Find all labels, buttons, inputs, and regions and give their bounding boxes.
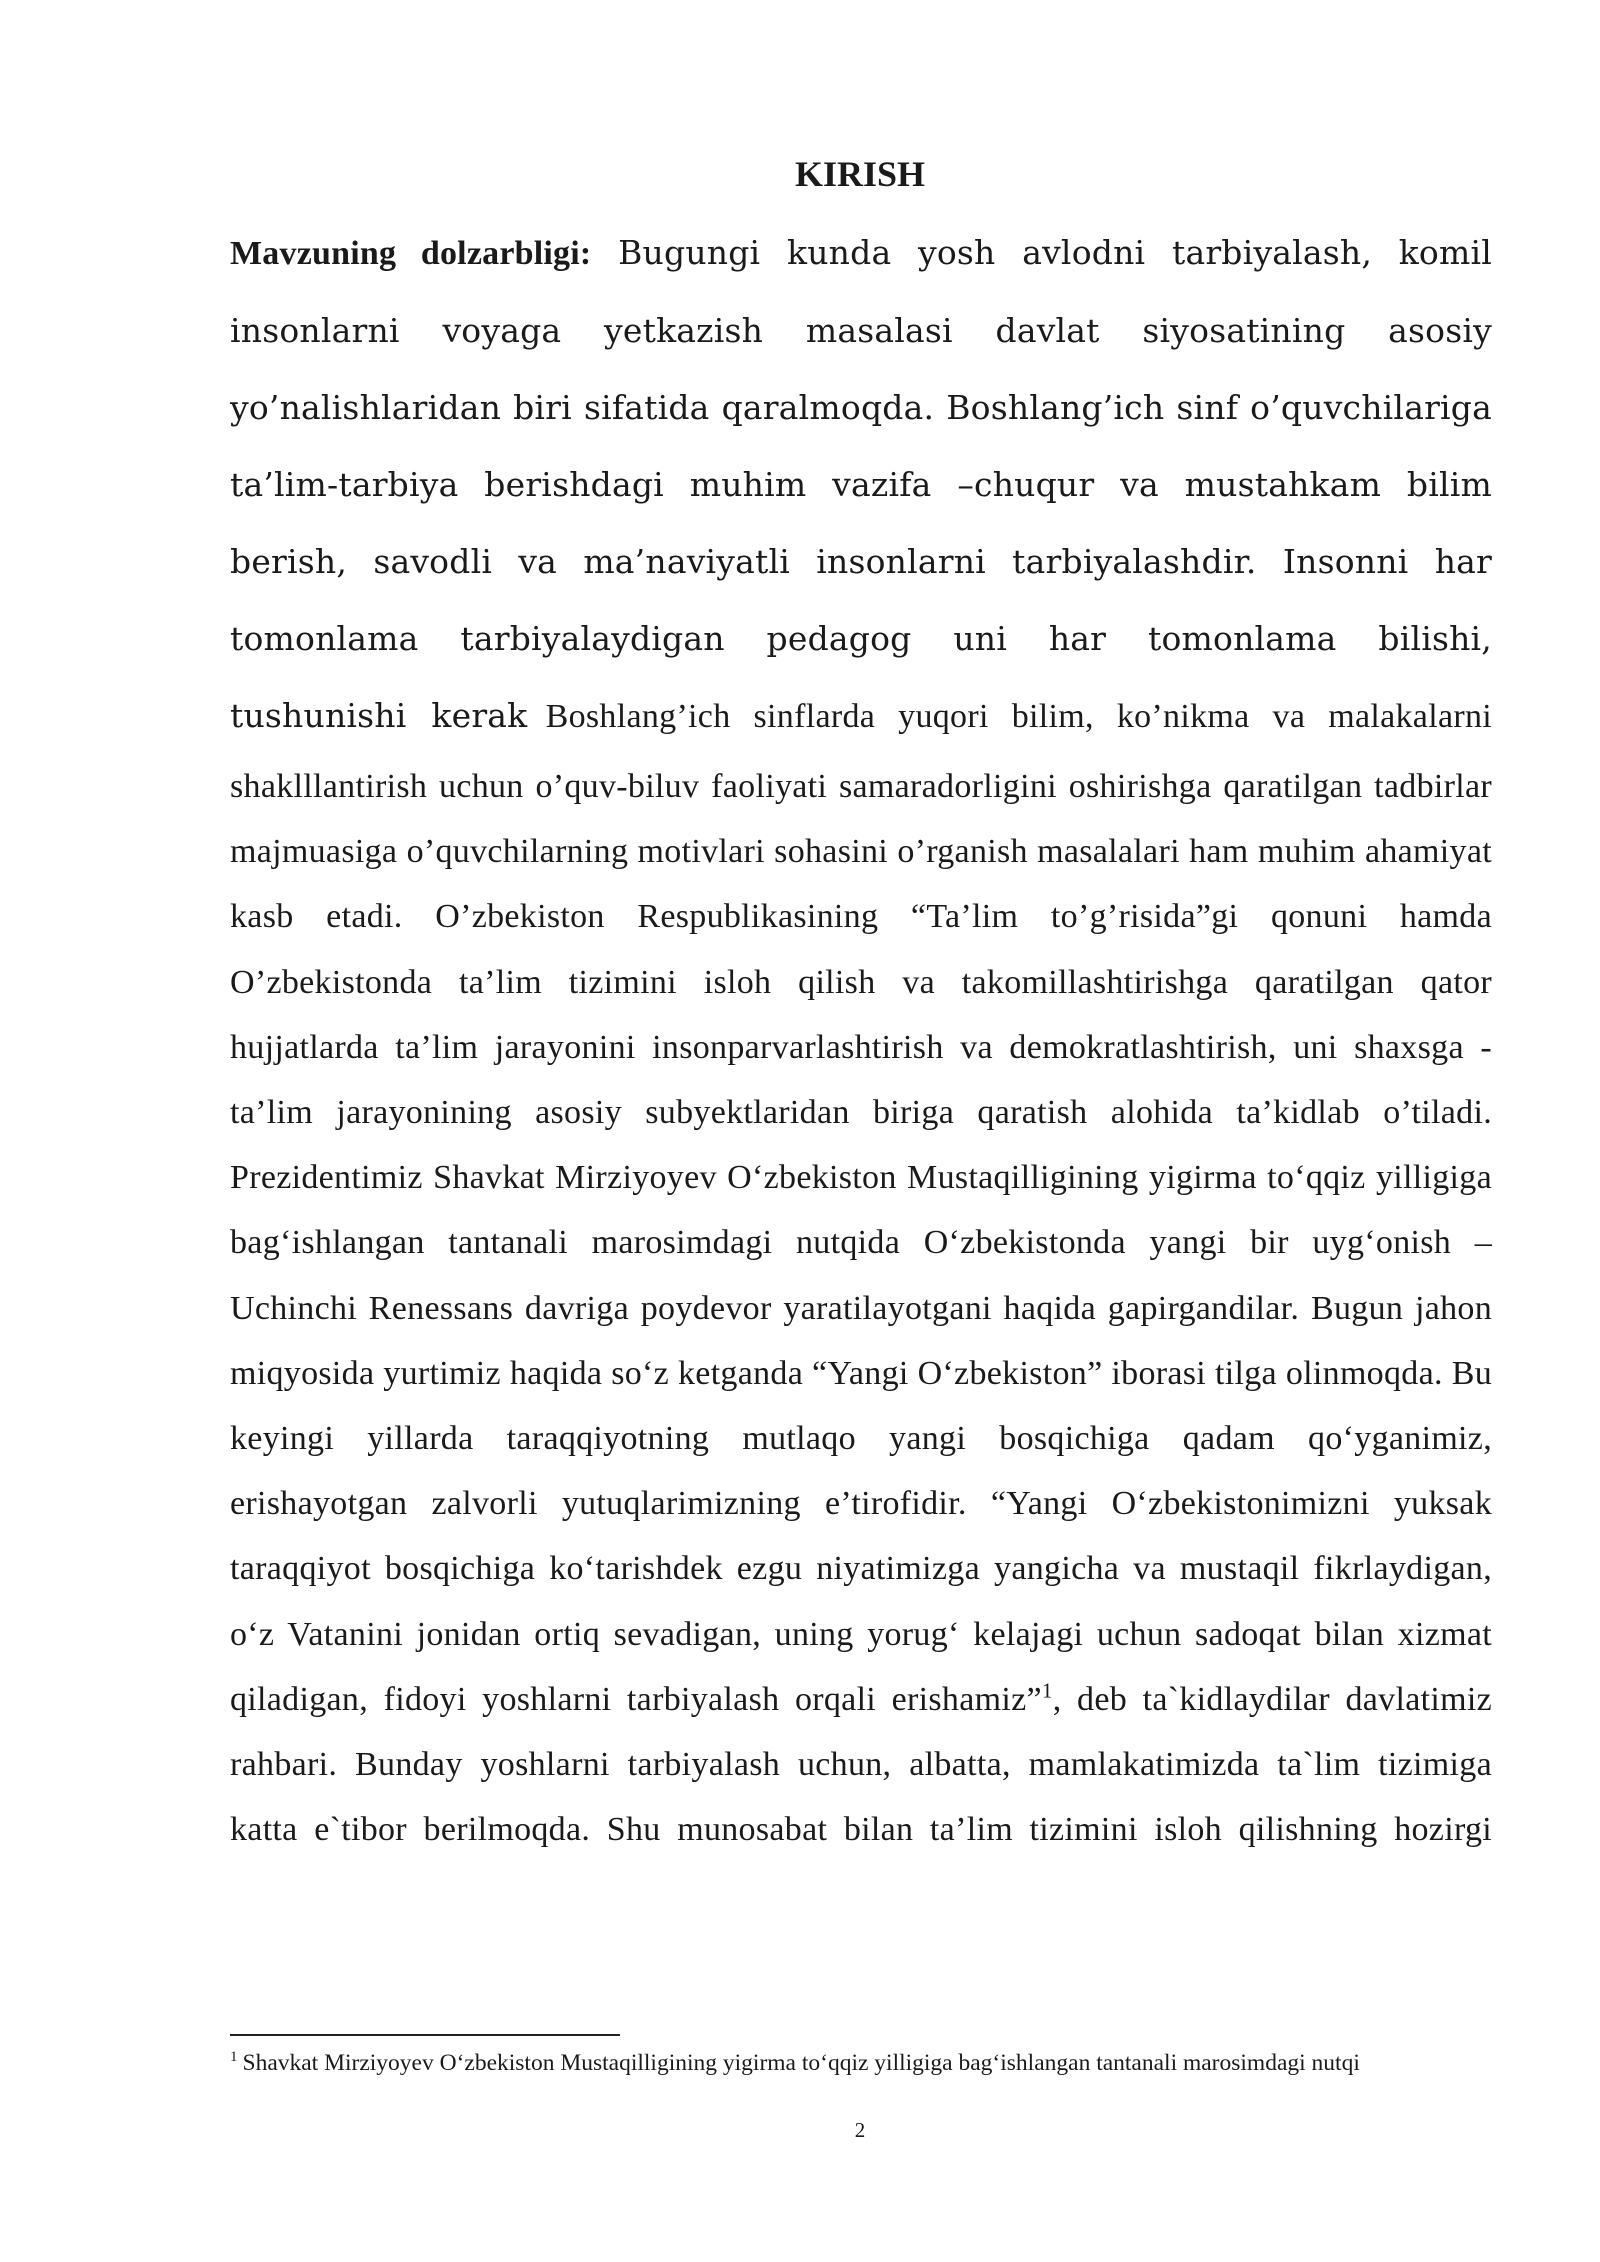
footnote-marker: 1 — [230, 2049, 238, 2066]
main-text-part-2: , deb ta`kidlaydilar davlatimiz rahbari. Bunday yoshlarni tarbiyalash uchun, albatta, mamlakatimizda ta`lim tizimiga katta e`tibor berilmoqda. Shu munosabat bilan ta’lim tizimini isloh qilishning hozirgi — [230, 1680, 1492, 1849]
main-text — [230, 698, 1492, 1848]
section-heading: KIRISH — [794, 154, 926, 194]
page-number: 2 — [854, 2118, 866, 2142]
lead-label: Mavzuning dolzarbligi: — [230, 235, 592, 272]
footnote-separator — [230, 2034, 620, 2036]
body-text — [230, 214, 1492, 1862]
intro-text: Bugungi kunda yosh avlodni tarbiyalash, komil insonlarni voyaga yetkazish masalasi davlat siyosatining asosiy yo’nalishlaridan biri sifatida qaralmoqda. Boshlang’ich sinf o’quvchilariga ta’lim-tarbiya berishdagi muhim vazifa –chuqur va mustahkam bilim berish, savodli va ma’naviyatli insonlarni tarbiyalashdir. Insonni har tomonlama tarbiyalaydigan pedagog uni har tomonlama bilishi, tushunishi kerak — [230, 233, 1492, 735]
main-text-part-1: Boshlang’ich sinflarda yuqori bilim, ko’nikma va malakalarni shaklllantirish uchun o’quv-biluv faoliyati samaradorligini oshirishga qaratilgan tadbirlar majmuasiga o’quvchilarning motivlari sohasini o’rganish masalalari ham muhim ahamiyat kasb etadi. O’zbekiston Respublikasining “Ta’lim to’g’risida”gi qonuni hamda O’zbekistonda ta’lim tizimini isloh qilish va takomillashtirishga qaratilgan qator hujjatlarda ta’lim jarayonini insonparvarlashtirish va demokratlashtirish, uni shaxsga - ta’lim jarayonining asosiy subyektlaridan biriga qaratish alohida ta’kidlab o’tiladi. Prezidentimiz Shavkat Mirziyoyev O‘zbekiston Mustaqilligining yigirma to‘qqiz yilligiga bag‘ishlangan tantanali marosimdagi nutqida O‘zbekistonda yangi bir uyg‘onish – Uchinchi Renessans davriga poydevor yaratilayotgani haqida gapirgandilar. Bugun jahon miqyosida yurtimiz haqida so‘z ketganda “Yangi O‘zbekiston” iborasi tilga olinmoqda. Bu keyingi yillarda taraqqiyotning mutlaqo yangi bosqichiga qadam qo‘yganimiz, erishayotgan zalvorli yutuqlarimizning e’tirofidir. “Yangi O‘zbekistonimizni yuksak taraqqiyot bosqichiga ko‘tarishdek ezgu niyatimizga yangicha va mustaqil fikrlaydigan, o‘z Vatanini jonidan ortiq sevadigan, uning yorug‘ kelajagi uchun sadoqat bilan xizmat qiladigan, fidoyi yoshlarni tarbiyalash orqali erishamiz” — [230, 698, 1493, 1718]
footnote-text: Shavkat Mirziyoyev O‘zbekiston Mustaqilligining yigirma to‘qqiz yilligiga bag‘ishlangan tantanali marosimdagi nutqi — [242, 2050, 1360, 2076]
footnote — [230, 2048, 1492, 2079]
intro-paragraph — [230, 233, 1492, 735]
footnote-reference: 1 — [1041, 1678, 1053, 1703]
